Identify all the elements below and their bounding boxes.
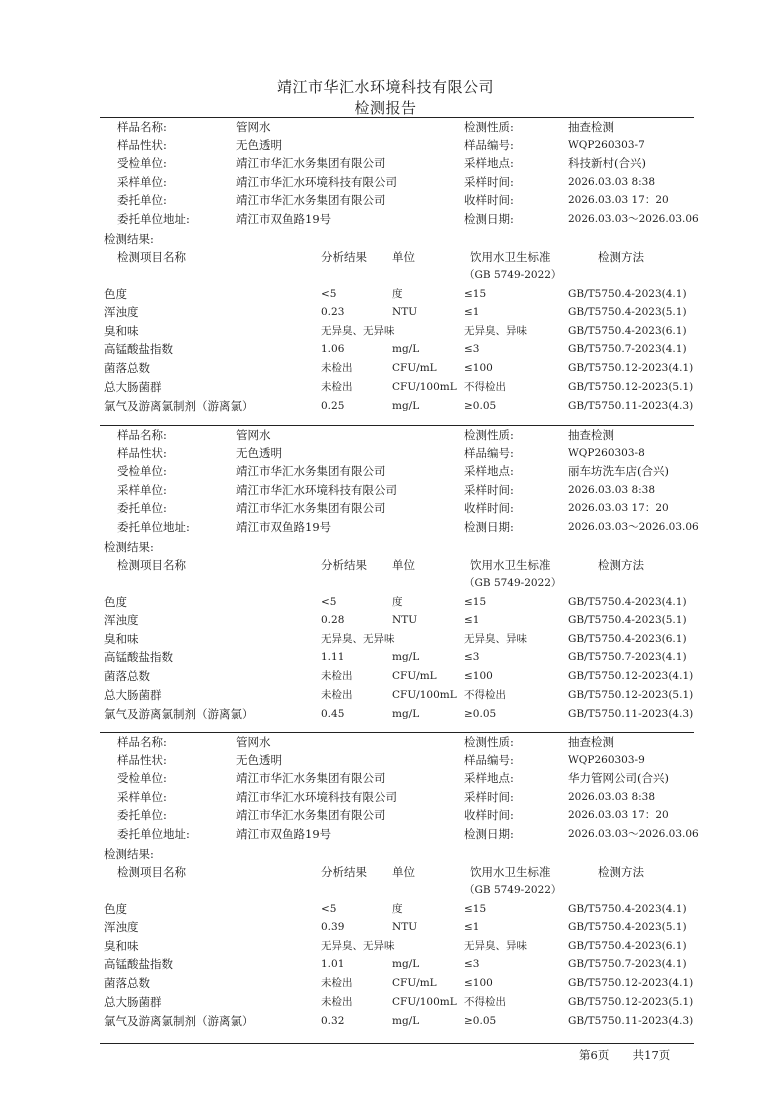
- sampling-unit: 靖江市华汇水环境科技有限公司: [236, 483, 397, 497]
- result-unit: 度: [392, 903, 403, 915]
- result-item: 浑浊度: [104, 613, 139, 627]
- label-sample-name: 样品名称:: [117, 428, 167, 442]
- result-item: 臭和味: [104, 632, 139, 646]
- label-sampling-site: 采样地点:: [464, 464, 514, 478]
- result-unit: CFU/100mL: [392, 689, 457, 701]
- label-receiving-time: 收样时间:: [464, 808, 514, 822]
- result-unit: 度: [392, 596, 403, 608]
- result-item: 高锰酸盐指数: [104, 650, 173, 664]
- result-unit: CFU/100mL: [392, 996, 457, 1008]
- result-method: GB/T5750.11-2023(4.3): [568, 1015, 694, 1027]
- client-address: 靖江市双鱼路19号: [236, 212, 332, 226]
- label-test-type: 检测性质:: [464, 735, 514, 749]
- result-unit: mg/L: [392, 400, 420, 412]
- result-method: GB/T5750.12-2023(5.1): [568, 381, 694, 393]
- result-value: 0.25: [321, 400, 345, 412]
- result-item: 氯气及游离氯制剂（游离氯）: [104, 707, 254, 721]
- result-standard: ≥0.05: [464, 1015, 497, 1027]
- result-unit: mg/L: [392, 651, 420, 663]
- label-results: 检测结果:: [104, 540, 154, 554]
- result-value: 无异臭、无异味: [321, 325, 395, 337]
- result-standard: 不得检出: [464, 689, 506, 701]
- result-value: 未检出: [321, 996, 353, 1008]
- result-value: 未检出: [321, 977, 353, 989]
- label-receiving-unit: 受检单位:: [117, 464, 167, 478]
- col-method-header: 检测方法: [598, 250, 644, 264]
- test-date: 2026.03.03～2026.03.06: [568, 521, 699, 533]
- sampling-site: 丽车坊洗车店(合兴): [568, 464, 669, 478]
- sample-property: 无色透明: [236, 446, 282, 460]
- result-standard: ≤100: [464, 362, 493, 374]
- result-method: GB/T5750.12-2023(5.1): [568, 996, 694, 1008]
- receiving-unit: 靖江市华汇水务集团有限公司: [236, 156, 386, 170]
- sample-name: 管网水: [236, 428, 271, 442]
- col-standard-header: 饮用水卫生标准: [470, 250, 551, 264]
- label-client-address: 委托单位地址:: [117, 827, 190, 841]
- result-item: 菌落总数: [104, 361, 150, 375]
- page-number: 第6页: [579, 1048, 610, 1062]
- result-standard: ≤1: [464, 921, 480, 933]
- result-method: GB/T5750.4-2023(4.1): [568, 288, 687, 300]
- result-item: 色度: [104, 595, 127, 609]
- result-value: 1.11: [321, 651, 345, 663]
- sample-property: 无色透明: [236, 753, 282, 767]
- label-sample-name: 样品名称:: [117, 120, 167, 134]
- result-standard: ≤15: [464, 596, 487, 608]
- result-method: GB/T5750.12-2023(5.1): [568, 689, 694, 701]
- client-unit: 靖江市华汇水务集团有限公司: [236, 808, 386, 822]
- label-sample-name: 样品名称:: [117, 735, 167, 749]
- sampling-time: 2026.03.03 8:38: [568, 176, 656, 188]
- result-unit: CFU/mL: [392, 977, 437, 989]
- col-item-header: 检测项目名称: [117, 865, 186, 879]
- receiving-unit: 靖江市华汇水务集团有限公司: [236, 771, 386, 785]
- label-client-unit: 委托单位:: [117, 501, 167, 515]
- result-method: GB/T5750.11-2023(4.3): [568, 708, 694, 720]
- result-value: 未检出: [321, 362, 353, 374]
- sample-property: 无色透明: [236, 138, 282, 152]
- col-result-header: 分析结果: [321, 250, 367, 264]
- label-sample-no: 样品编号:: [464, 138, 514, 152]
- label-sampling-time: 采样时间:: [464, 175, 514, 189]
- label-receiving-time: 收样时间:: [464, 193, 514, 207]
- result-item: 氯气及游离氯制剂（游离氯）: [104, 399, 254, 413]
- label-test-type: 检测性质:: [464, 428, 514, 442]
- result-unit: mg/L: [392, 958, 420, 970]
- test-type: 抽查检测: [568, 120, 614, 134]
- result-standard: ≥0.05: [464, 708, 497, 720]
- result-unit: 度: [392, 288, 403, 300]
- label-test-type: 检测性质:: [464, 120, 514, 134]
- col-unit-header: 单位: [392, 558, 415, 572]
- result-method: GB/T5750.7-2023(4.1): [568, 651, 687, 663]
- result-method: GB/T5750.12-2023(4.1): [568, 977, 694, 989]
- result-value: 0.23: [321, 306, 345, 318]
- result-unit: CFU/mL: [392, 362, 437, 374]
- client-address: 靖江市双鱼路19号: [236, 827, 332, 841]
- receiving-time: 2026.03.03 17：20: [568, 502, 669, 514]
- result-value: 0.28: [321, 614, 345, 626]
- label-results: 检测结果:: [104, 232, 154, 246]
- col-method-header: 检测方法: [598, 558, 644, 572]
- result-standard: ≤1: [464, 614, 480, 626]
- col-unit-header: 单位: [392, 865, 415, 879]
- sample-name: 管网水: [236, 735, 271, 749]
- label-sample-no: 样品编号:: [464, 753, 514, 767]
- col-standard-code: （GB 5749-2022）: [464, 884, 562, 896]
- label-sample-property: 样品性状:: [117, 753, 167, 767]
- col-unit-header: 单位: [392, 250, 415, 264]
- result-value: 无异臭、无异味: [321, 940, 395, 952]
- sampling-unit: 靖江市华汇水环境科技有限公司: [236, 175, 397, 189]
- label-sampling-unit: 采样单位:: [117, 175, 167, 189]
- result-item: 氯气及游离氯制剂（游离氯）: [104, 1014, 254, 1028]
- result-item: 高锰酸盐指数: [104, 957, 173, 971]
- label-results: 检测结果:: [104, 847, 154, 861]
- test-date: 2026.03.03～2026.03.06: [568, 828, 699, 840]
- sample-no: WQP260303-7: [568, 139, 645, 151]
- result-standard: 不得检出: [464, 996, 506, 1008]
- client-unit: 靖江市华汇水务集团有限公司: [236, 501, 386, 515]
- sampling-site: 科技新村(合兴): [568, 156, 646, 170]
- result-method: GB/T5750.7-2023(4.1): [568, 343, 687, 355]
- result-item: 总大肠菌群: [104, 995, 162, 1009]
- result-item: 菌落总数: [104, 976, 150, 990]
- result-standard: ≤15: [464, 903, 487, 915]
- result-item: 总大肠菌群: [104, 688, 162, 702]
- result-standard: ≤15: [464, 288, 487, 300]
- col-standard-code: （GB 5749-2022）: [464, 577, 562, 589]
- result-method: GB/T5750.4-2023(5.1): [568, 306, 687, 318]
- result-standard: ≤100: [464, 670, 493, 682]
- col-item-header: 检测项目名称: [117, 250, 186, 264]
- result-method: GB/T5750.4-2023(5.1): [568, 614, 687, 626]
- result-item: 菌落总数: [104, 669, 150, 683]
- result-value: 未检出: [321, 670, 353, 682]
- result-standard: 无异臭、异味: [464, 325, 527, 337]
- result-method: GB/T5750.12-2023(4.1): [568, 362, 694, 374]
- footer-divider: [100, 1043, 694, 1044]
- result-standard: 无异臭、异味: [464, 633, 527, 645]
- label-client-unit: 委托单位:: [117, 193, 167, 207]
- result-item: 总大肠菌群: [104, 380, 162, 394]
- label-receiving-time: 收样时间:: [464, 501, 514, 515]
- sampling-time: 2026.03.03 8:38: [568, 484, 656, 496]
- label-sample-no: 样品编号:: [464, 446, 514, 460]
- label-sampling-unit: 采样单位:: [117, 483, 167, 497]
- col-standard-header: 饮用水卫生标准: [470, 558, 551, 572]
- result-unit: NTU: [392, 921, 418, 933]
- result-method: GB/T5750.4-2023(4.1): [568, 596, 687, 608]
- sample-no: WQP260303-9: [568, 754, 645, 766]
- result-unit: CFU/mL: [392, 670, 437, 682]
- label-sampling-time: 采样时间:: [464, 790, 514, 804]
- label-test-date: 检测日期:: [464, 827, 514, 841]
- result-standard: ≤3: [464, 343, 480, 355]
- sample-no: WQP260303-8: [568, 447, 645, 459]
- client-address: 靖江市双鱼路19号: [236, 520, 332, 534]
- result-standard: ≤3: [464, 958, 480, 970]
- result-method: GB/T5750.12-2023(4.1): [568, 670, 694, 682]
- result-value: 无异臭、无异味: [321, 633, 395, 645]
- col-result-header: 分析结果: [321, 558, 367, 572]
- result-item: 臭和味: [104, 939, 139, 953]
- test-type: 抽查检测: [568, 428, 614, 442]
- label-client-address: 委托单位地址:: [117, 520, 190, 534]
- col-standard-header: 饮用水卫生标准: [470, 865, 551, 879]
- sample-section: [0, 732, 771, 1038]
- label-client-unit: 委托单位:: [117, 808, 167, 822]
- result-value: <5: [321, 903, 337, 915]
- result-unit: NTU: [392, 614, 418, 626]
- label-test-date: 检测日期:: [464, 520, 514, 534]
- result-method: GB/T5750.4-2023(6.1): [568, 633, 687, 645]
- receiving-time: 2026.03.03 17：20: [568, 194, 669, 206]
- result-unit: NTU: [392, 306, 418, 318]
- result-value: 未检出: [321, 689, 353, 701]
- label-sample-property: 样品性状:: [117, 446, 167, 460]
- result-value: <5: [321, 596, 337, 608]
- label-receiving-unit: 受检单位:: [117, 771, 167, 785]
- result-item: 浑浊度: [104, 920, 139, 934]
- label-sampling-site: 采样地点:: [464, 156, 514, 170]
- result-method: GB/T5750.4-2023(6.1): [568, 325, 687, 337]
- label-sampling-unit: 采样单位:: [117, 790, 167, 804]
- result-standard: ≥0.05: [464, 400, 497, 412]
- result-value: 0.39: [321, 921, 345, 933]
- col-standard-code: （GB 5749-2022）: [464, 269, 562, 281]
- result-standard: ≤100: [464, 977, 493, 989]
- result-standard: ≤3: [464, 651, 480, 663]
- sample-name: 管网水: [236, 120, 271, 134]
- result-unit: mg/L: [392, 343, 420, 355]
- test-type: 抽查检测: [568, 735, 614, 749]
- result-value: 0.45: [321, 708, 345, 720]
- label-receiving-unit: 受检单位:: [117, 156, 167, 170]
- result-item: 浑浊度: [104, 305, 139, 319]
- col-method-header: 检测方法: [598, 865, 644, 879]
- result-standard: ≤1: [464, 306, 480, 318]
- result-item: 高锰酸盐指数: [104, 342, 173, 356]
- result-value: <5: [321, 288, 337, 300]
- sample-section: [0, 117, 771, 423]
- company-name: 靖江市华汇水环境科技有限公司: [276, 78, 494, 96]
- label-sampling-time: 采样时间:: [464, 483, 514, 497]
- result-value: 1.01: [321, 958, 345, 970]
- result-item: 色度: [104, 287, 127, 301]
- result-standard: 无异臭、异味: [464, 940, 527, 952]
- page-footer: [579, 1047, 670, 1063]
- receiving-unit: 靖江市华汇水务集团有限公司: [236, 464, 386, 478]
- test-date: 2026.03.03～2026.03.06: [568, 213, 699, 225]
- result-unit: mg/L: [392, 708, 420, 720]
- label-sampling-site: 采样地点:: [464, 771, 514, 785]
- label-test-date: 检测日期:: [464, 212, 514, 226]
- result-method: GB/T5750.4-2023(4.1): [568, 903, 687, 915]
- client-unit: 靖江市华汇水务集团有限公司: [236, 193, 386, 207]
- label-sample-property: 样品性状:: [117, 138, 167, 152]
- result-method: GB/T5750.7-2023(4.1): [568, 958, 687, 970]
- sampling-site: 华力管网公司(合兴): [568, 771, 669, 785]
- result-item: 臭和味: [104, 324, 139, 338]
- result-value: 未检出: [321, 381, 353, 393]
- col-item-header: 检测项目名称: [117, 558, 186, 572]
- result-method: GB/T5750.4-2023(6.1): [568, 940, 687, 952]
- result-method: GB/T5750.11-2023(4.3): [568, 400, 694, 412]
- sampling-time: 2026.03.03 8:38: [568, 791, 656, 803]
- result-unit: CFU/100mL: [392, 381, 457, 393]
- result-standard: 不得检出: [464, 381, 506, 393]
- receiving-time: 2026.03.03 17：20: [568, 809, 669, 821]
- result-value: 1.06: [321, 343, 345, 355]
- col-result-header: 分析结果: [321, 865, 367, 879]
- sampling-unit: 靖江市华汇水环境科技有限公司: [236, 790, 397, 804]
- result-value: 0.32: [321, 1015, 345, 1027]
- page-total: 共17页: [632, 1048, 671, 1062]
- label-client-address: 委托单位地址:: [117, 212, 190, 226]
- result-unit: mg/L: [392, 1015, 420, 1027]
- result-item: 色度: [104, 902, 127, 916]
- result-method: GB/T5750.4-2023(5.1): [568, 921, 687, 933]
- report-title: 检测报告: [354, 99, 417, 117]
- sample-section: [0, 425, 771, 731]
